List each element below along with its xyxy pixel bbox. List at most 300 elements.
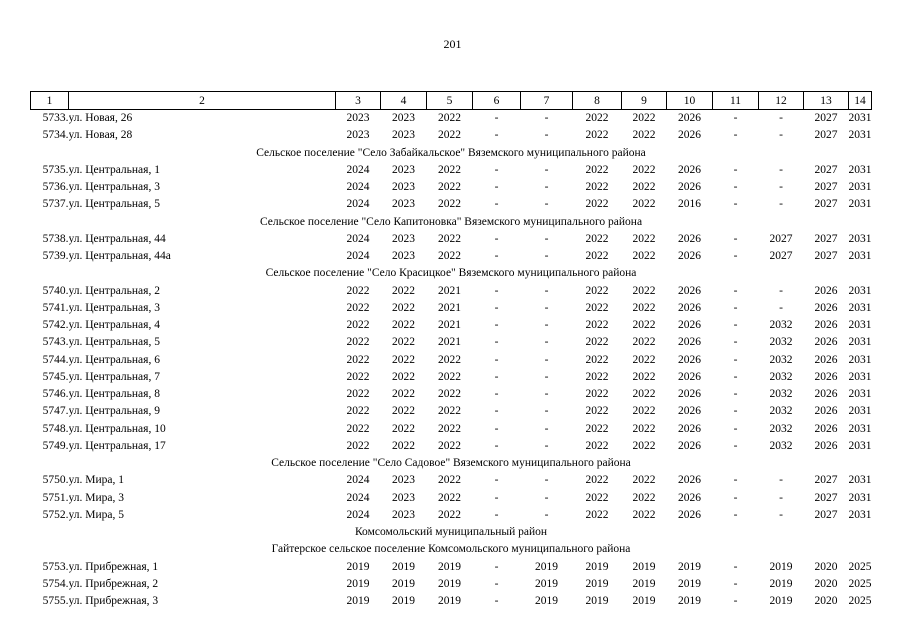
table-row xyxy=(31,352,872,369)
value-cell-col-11: - xyxy=(733,319,738,331)
column-header-4: 4 xyxy=(381,92,427,110)
value-cell-col-3: 2019 xyxy=(346,577,370,590)
value-cell-col-9: 2022 xyxy=(632,301,656,314)
value-cell-col-14: 2031 xyxy=(848,439,872,452)
value-cell-col-5: 2022 xyxy=(438,439,461,452)
value-cell-col-3: 2024 xyxy=(346,491,370,504)
address-cell: ул. Центральная, 17 xyxy=(68,439,166,452)
value-cell-col-12: - xyxy=(779,491,783,504)
value-cell-col-10: 2026 xyxy=(678,112,701,124)
address-cell: ул. Новая, 26 xyxy=(68,112,133,124)
value-cell-col-14: 2031 xyxy=(848,370,872,383)
value-cell-col-7: - xyxy=(544,284,549,297)
value-cell-col-5: 2022 xyxy=(438,491,461,504)
address-cell: ул. Центральная, 1 xyxy=(68,163,160,176)
section-title: Сельское поселение "Село Садовое" Вяземского муниципального района xyxy=(271,457,631,469)
value-cell-col-12: 2032 xyxy=(769,336,793,349)
table-row xyxy=(31,438,872,455)
value-cell-col-5: 2022 xyxy=(438,250,461,262)
value-cell-col-9: 2022 xyxy=(632,198,656,211)
row-number: 5755. xyxy=(42,595,69,607)
row-number: 5742. xyxy=(42,319,69,331)
value-cell-col-5: 2021 xyxy=(438,319,461,331)
column-header-12: 12 xyxy=(759,92,804,110)
value-cell-col-3: 2022 xyxy=(346,422,370,435)
table-row xyxy=(31,300,872,317)
value-cell-col-11: - xyxy=(733,112,738,124)
value-cell-col-8: 2022 xyxy=(585,388,609,400)
value-cell-col-4: 2022 xyxy=(392,422,415,435)
value-cell-col-12: 2027 xyxy=(769,232,793,245)
value-cell-col-12: - xyxy=(779,474,783,487)
value-cell-col-4: 2023 xyxy=(392,112,415,124)
value-cell-col-10: 2026 xyxy=(678,284,701,297)
address-cell: ул. Прибрежная, 2 xyxy=(68,577,159,590)
value-cell-col-6: - xyxy=(494,388,499,400)
value-cell-col-8: 2022 xyxy=(585,405,609,418)
value-cell-col-9: 2022 xyxy=(632,353,656,366)
table-row xyxy=(31,490,872,507)
value-cell-col-14: 2031 xyxy=(848,284,872,297)
table-header xyxy=(31,92,872,110)
address-cell: ул. Центральная, 8 xyxy=(68,388,160,400)
value-cell-col-10: 2026 xyxy=(678,388,701,400)
value-cell-col-3: 2022 xyxy=(346,405,370,418)
address-cell: ул. Центральная, 6 xyxy=(68,353,160,366)
value-cell-col-9: 2022 xyxy=(632,422,656,435)
value-cell-col-14: 2031 xyxy=(848,198,872,211)
value-cell-col-7: - xyxy=(544,439,549,452)
row-number: 5740. xyxy=(42,284,69,297)
value-cell-col-10: 2026 xyxy=(678,301,701,314)
row-number: 5748. xyxy=(42,422,69,435)
table-row xyxy=(31,593,872,610)
table-row xyxy=(31,248,872,265)
value-cell-col-7: - xyxy=(544,474,549,487)
value-cell-col-5: 2022 xyxy=(438,508,461,521)
value-cell-col-4: 2022 xyxy=(392,336,415,349)
value-cell-col-13: 2027 xyxy=(814,474,838,487)
value-cell-col-4: 2022 xyxy=(392,405,415,418)
value-cell-col-5: 2022 xyxy=(438,232,461,245)
value-cell-col-6: - xyxy=(494,163,499,176)
row-number: 5754. xyxy=(42,577,69,590)
value-cell-col-9: 2019 xyxy=(632,560,656,573)
value-cell-col-10: 2026 xyxy=(678,129,701,142)
address-cell: ул. Центральная, 10 xyxy=(68,422,166,435)
table-body xyxy=(31,110,872,611)
value-cell-col-12: - xyxy=(779,129,783,142)
value-cell-col-5: 2022 xyxy=(438,181,461,193)
value-cell-col-4: 2023 xyxy=(392,474,415,487)
value-cell-col-3: 2024 xyxy=(346,508,370,521)
value-cell-col-7: - xyxy=(544,388,549,400)
value-cell-col-7: - xyxy=(544,112,549,124)
row-number: 5747. xyxy=(42,405,69,418)
value-cell-col-12: 2019 xyxy=(769,577,793,590)
address-cell: ул. Новая, 28 xyxy=(68,129,133,142)
row-number: 5737. xyxy=(42,198,69,211)
value-cell-col-3: 2023 xyxy=(346,112,370,124)
value-cell-col-9: 2019 xyxy=(632,577,656,590)
value-cell-col-11: - xyxy=(733,250,738,262)
row-number: 5738. xyxy=(42,232,69,245)
value-cell-col-4: 2023 xyxy=(392,129,415,142)
value-cell-col-8: 2019 xyxy=(585,560,609,573)
value-cell-col-13: 2027 xyxy=(814,232,838,245)
value-cell-col-11: - xyxy=(733,370,738,383)
value-cell-col-3: 2022 xyxy=(346,301,370,314)
value-cell-col-4: 2019 xyxy=(392,595,415,607)
value-cell-col-9: 2022 xyxy=(632,129,656,142)
value-cell-col-14: 2031 xyxy=(848,422,872,435)
row-number: 5736. xyxy=(42,181,69,193)
value-cell-col-14: 2031 xyxy=(848,163,872,176)
value-cell-col-5: 2022 xyxy=(438,405,461,418)
value-cell-col-10: 2019 xyxy=(678,577,701,590)
value-cell-col-11: - xyxy=(733,163,738,176)
value-cell-col-13: 2026 xyxy=(814,319,838,331)
column-header-2: 2 xyxy=(69,92,336,110)
value-cell-col-3: 2024 xyxy=(346,198,370,211)
value-cell-col-4: 2023 xyxy=(392,181,415,193)
value-cell-col-4: 2019 xyxy=(392,560,415,573)
value-cell-col-5: 2019 xyxy=(438,560,461,573)
address-cell: ул. Центральная, 44 xyxy=(68,232,166,245)
value-cell-col-8: 2019 xyxy=(585,595,609,607)
value-cell-col-5: 2022 xyxy=(438,129,461,142)
value-cell-col-7: - xyxy=(544,301,549,314)
value-cell-col-7: - xyxy=(544,198,549,211)
value-cell-col-10: 2026 xyxy=(678,232,701,245)
column-header-8: 8 xyxy=(573,92,622,110)
value-cell-col-8: 2022 xyxy=(585,491,609,504)
value-cell-col-11: - xyxy=(733,336,738,349)
value-cell-col-14: 2031 xyxy=(848,508,872,521)
value-cell-col-5: 2022 xyxy=(438,163,461,176)
value-cell-col-9: 2022 xyxy=(632,388,656,400)
row-number: 5752. xyxy=(42,508,69,521)
value-cell-col-5: 2021 xyxy=(438,284,461,297)
value-cell-col-5: 2019 xyxy=(438,577,461,590)
address-cell: ул. Прибрежная, 1 xyxy=(68,560,159,573)
value-cell-col-13: 2026 xyxy=(814,353,838,366)
value-cell-col-5: 2021 xyxy=(438,301,461,314)
value-cell-col-13: 2026 xyxy=(814,336,838,349)
value-cell-col-13: 2027 xyxy=(814,163,838,176)
value-cell-col-7: - xyxy=(544,508,549,521)
value-cell-col-3: 2022 xyxy=(346,336,370,349)
value-cell-col-13: 2020 xyxy=(814,577,838,590)
value-cell-col-3: 2022 xyxy=(346,370,370,383)
value-cell-col-10: 2026 xyxy=(678,250,701,262)
address-cell: ул. Центральная, 7 xyxy=(68,370,160,383)
value-cell-col-3: 2022 xyxy=(346,319,370,331)
row-number: 5734. xyxy=(42,129,69,142)
value-cell-col-9: 2022 xyxy=(632,284,656,297)
value-cell-col-5: 2022 xyxy=(438,112,461,124)
value-cell-col-14: 2025 xyxy=(848,577,872,590)
value-cell-col-8: 2022 xyxy=(585,198,609,211)
value-cell-col-11: - xyxy=(733,474,738,487)
value-cell-col-10: 2019 xyxy=(678,595,701,607)
value-cell-col-7: - xyxy=(544,353,549,366)
value-cell-col-6: - xyxy=(494,336,499,349)
value-cell-col-8: 2022 xyxy=(585,163,609,176)
value-cell-col-12: 2032 xyxy=(769,370,793,383)
value-cell-col-5: 2019 xyxy=(438,595,461,607)
value-cell-col-7: - xyxy=(544,250,549,262)
section-heading-row xyxy=(31,265,872,282)
value-cell-col-9: 2022 xyxy=(632,405,656,418)
value-cell-col-9: 2022 xyxy=(632,439,656,452)
value-cell-col-12: 2032 xyxy=(769,388,793,400)
value-cell-col-9: 2022 xyxy=(632,232,656,245)
value-cell-col-8: 2022 xyxy=(585,129,609,142)
value-cell-col-8: 2022 xyxy=(585,370,609,383)
value-cell-col-14: 2031 xyxy=(848,112,872,124)
value-cell-col-8: 2022 xyxy=(585,508,609,521)
value-cell-col-13: 2026 xyxy=(814,301,838,314)
value-cell-col-7: 2019 xyxy=(535,560,558,573)
value-cell-col-6: - xyxy=(494,353,499,366)
table-row xyxy=(31,283,872,300)
address-cell: ул. Прибрежная, 3 xyxy=(68,595,159,607)
value-cell-col-10: 2026 xyxy=(678,422,701,435)
value-cell-col-9: 2022 xyxy=(632,163,656,176)
section-title: Сельское поселение "Село Забайкальское" Вяземского муниципального района xyxy=(256,146,646,159)
table-row xyxy=(31,576,872,593)
value-cell-col-4: 2019 xyxy=(392,577,415,590)
value-cell-col-6: - xyxy=(494,370,499,383)
value-cell-col-6: - xyxy=(494,491,499,504)
row-number: 5753. xyxy=(42,560,69,573)
value-cell-col-10: 2026 xyxy=(678,439,701,452)
value-cell-col-9: 2022 xyxy=(632,474,656,487)
value-cell-col-10: 2026 xyxy=(678,181,701,193)
value-cell-col-5: 2022 xyxy=(438,370,461,383)
section-heading-row xyxy=(31,541,872,558)
value-cell-col-10: 2026 xyxy=(678,163,701,176)
column-header-6: 6 xyxy=(473,92,521,110)
value-cell-col-9: 2022 xyxy=(632,250,656,262)
value-cell-col-13: 2020 xyxy=(814,595,838,607)
value-cell-col-4: 2023 xyxy=(392,491,415,504)
value-cell-col-5: 2022 xyxy=(438,474,461,487)
address-cell: ул. Мира, 5 xyxy=(68,508,124,521)
value-cell-col-12: 2027 xyxy=(769,250,793,262)
value-cell-col-9: 2022 xyxy=(632,319,656,331)
value-cell-col-11: - xyxy=(733,388,738,400)
value-cell-col-12: - xyxy=(779,181,783,193)
section-title: Гайтерское сельское поселение Комсомольского муниципального района xyxy=(271,543,631,556)
value-cell-col-7: - xyxy=(544,405,549,418)
table-row xyxy=(31,507,872,524)
value-cell-col-10: 2026 xyxy=(678,491,701,504)
value-cell-col-8: 2019 xyxy=(585,577,609,590)
address-cell: ул. Центральная, 2 xyxy=(68,284,160,297)
value-cell-col-10: 2026 xyxy=(678,353,701,366)
value-cell-col-8: 2022 xyxy=(585,112,609,124)
address-cell: ул. Центральная, 5 xyxy=(68,336,160,349)
value-cell-col-9: 2019 xyxy=(632,595,656,607)
value-cell-col-3: 2024 xyxy=(346,163,370,176)
table-row xyxy=(31,421,872,438)
value-cell-col-7: - xyxy=(544,370,549,383)
row-number: 5749. xyxy=(42,439,69,452)
table-row xyxy=(31,127,872,144)
value-cell-col-10: 2026 xyxy=(678,508,701,521)
table-row xyxy=(31,317,872,334)
row-number: 5750. xyxy=(42,474,69,487)
value-cell-col-13: 2026 xyxy=(814,405,838,418)
value-cell-col-12: - xyxy=(779,508,783,521)
value-cell-col-12: 2019 xyxy=(769,595,793,607)
value-cell-col-9: 2022 xyxy=(632,336,656,349)
value-cell-col-6: - xyxy=(494,422,499,435)
value-cell-col-14: 2031 xyxy=(848,250,872,262)
row-number: 5751. xyxy=(42,491,69,504)
row-number: 5743. xyxy=(42,336,69,349)
value-cell-col-11: - xyxy=(733,301,738,314)
table-row xyxy=(31,196,872,213)
section-heading-row xyxy=(31,524,872,541)
value-cell-col-12: - xyxy=(779,198,783,211)
value-cell-col-5: 2022 xyxy=(438,388,461,400)
value-cell-col-11: - xyxy=(733,491,738,504)
section-title: Сельское поселение "Село Капитоновка" Вяземского муниципального района xyxy=(259,215,643,228)
value-cell-col-3: 2022 xyxy=(346,388,370,400)
value-cell-col-14: 2025 xyxy=(848,560,872,573)
table-row xyxy=(31,334,872,351)
value-cell-col-3: 2019 xyxy=(346,595,370,607)
value-cell-col-5: 2021 xyxy=(438,336,461,349)
value-cell-col-6: - xyxy=(494,129,499,142)
value-cell-col-14: 2031 xyxy=(848,319,872,331)
value-cell-col-3: 2022 xyxy=(346,439,370,452)
section-heading-row xyxy=(31,214,872,231)
value-cell-col-3: 2024 xyxy=(346,474,370,487)
value-cell-col-14: 2025 xyxy=(848,595,872,607)
value-cell-col-12: 2032 xyxy=(769,353,793,366)
value-cell-col-8: 2022 xyxy=(585,422,609,435)
section-heading-row xyxy=(31,145,872,162)
column-header-13: 13 xyxy=(804,92,849,110)
value-cell-col-13: 2026 xyxy=(814,370,838,383)
value-cell-col-4: 2022 xyxy=(392,301,415,314)
value-cell-col-6: - xyxy=(494,284,499,297)
value-cell-col-11: - xyxy=(733,232,738,245)
value-cell-col-3: 2024 xyxy=(346,232,370,245)
value-cell-col-8: 2022 xyxy=(585,284,609,297)
value-cell-col-5: 2022 xyxy=(438,422,461,435)
value-cell-col-12: - xyxy=(779,112,783,124)
value-cell-col-11: - xyxy=(733,284,738,297)
value-cell-col-12: 2032 xyxy=(769,319,793,331)
value-cell-col-5: 2022 xyxy=(438,353,461,366)
value-cell-col-4: 2023 xyxy=(392,163,415,176)
value-cell-col-14: 2031 xyxy=(848,336,872,349)
value-cell-col-4: 2023 xyxy=(392,508,415,521)
value-cell-col-4: 2023 xyxy=(392,250,415,262)
address-cell: ул. Центральная, 44а xyxy=(68,250,171,262)
page-number: 201 xyxy=(443,37,462,51)
value-cell-col-7: - xyxy=(544,336,549,349)
section-title: Сельское поселение "Село Красицкое" Вяземского муниципального района xyxy=(265,267,637,280)
value-cell-col-11: - xyxy=(733,577,738,590)
value-cell-col-3: 2022 xyxy=(346,353,370,366)
column-header-1: 1 xyxy=(31,92,69,110)
value-cell-col-14: 2031 xyxy=(848,388,872,400)
value-cell-col-10: 2016 xyxy=(678,198,701,211)
housing-schedule-table xyxy=(30,91,872,610)
value-cell-col-6: - xyxy=(494,301,499,314)
value-cell-col-12: 2019 xyxy=(769,560,793,573)
value-cell-col-6: - xyxy=(494,112,499,124)
value-cell-col-8: 2022 xyxy=(585,336,609,349)
column-header-3: 3 xyxy=(336,92,381,110)
table-row xyxy=(31,179,872,196)
header-row xyxy=(31,92,872,110)
value-cell-col-6: - xyxy=(494,198,499,211)
value-cell-col-7: 2019 xyxy=(535,595,558,607)
address-cell: ул. Центральная, 5 xyxy=(68,198,160,211)
value-cell-col-7: - xyxy=(544,422,549,435)
address-cell: ул. Мира, 3 xyxy=(68,491,124,504)
row-number: 5746. xyxy=(42,388,69,400)
value-cell-col-6: - xyxy=(494,232,499,245)
address-cell: ул. Центральная, 3 xyxy=(68,181,160,193)
row-number: 5739. xyxy=(42,250,69,262)
value-cell-col-12: 2032 xyxy=(769,405,793,418)
table-row xyxy=(31,110,872,128)
value-cell-col-14: 2031 xyxy=(848,405,872,418)
value-cell-col-9: 2022 xyxy=(632,508,656,521)
value-cell-col-4: 2022 xyxy=(392,284,415,297)
value-cell-col-14: 2031 xyxy=(848,353,872,366)
address-cell: ул. Центральная, 3 xyxy=(68,301,160,314)
column-header-14: 14 xyxy=(849,92,872,110)
value-cell-col-6: - xyxy=(494,405,499,418)
value-cell-col-10: 2019 xyxy=(678,560,701,573)
row-number: 5735. xyxy=(42,163,69,176)
value-cell-col-14: 2031 xyxy=(848,181,872,193)
row-number: 5733. xyxy=(42,112,69,124)
value-cell-col-13: 2027 xyxy=(814,198,838,211)
value-cell-col-14: 2031 xyxy=(848,491,872,504)
value-cell-col-4: 2023 xyxy=(392,232,415,245)
value-cell-col-3: 2024 xyxy=(346,181,370,193)
value-cell-col-9: 2022 xyxy=(632,491,656,504)
value-cell-col-12: - xyxy=(779,284,783,297)
value-cell-col-6: - xyxy=(494,595,499,607)
value-cell-col-7: - xyxy=(544,319,549,331)
value-cell-col-6: - xyxy=(494,560,499,573)
value-cell-col-6: - xyxy=(494,577,499,590)
value-cell-col-13: 2026 xyxy=(814,284,838,297)
column-header-10: 10 xyxy=(667,92,713,110)
value-cell-col-13: 2027 xyxy=(814,508,838,521)
value-cell-col-3: 2023 xyxy=(346,129,370,142)
value-cell-col-13: 2026 xyxy=(814,388,838,400)
value-cell-col-3: 2024 xyxy=(346,250,370,262)
value-cell-col-6: - xyxy=(494,439,499,452)
value-cell-col-12: 2032 xyxy=(769,439,793,452)
value-cell-col-4: 2022 xyxy=(392,370,415,383)
value-cell-col-4: 2022 xyxy=(392,353,415,366)
value-cell-col-13: 2027 xyxy=(814,129,838,142)
row-number: 5744. xyxy=(42,353,69,366)
